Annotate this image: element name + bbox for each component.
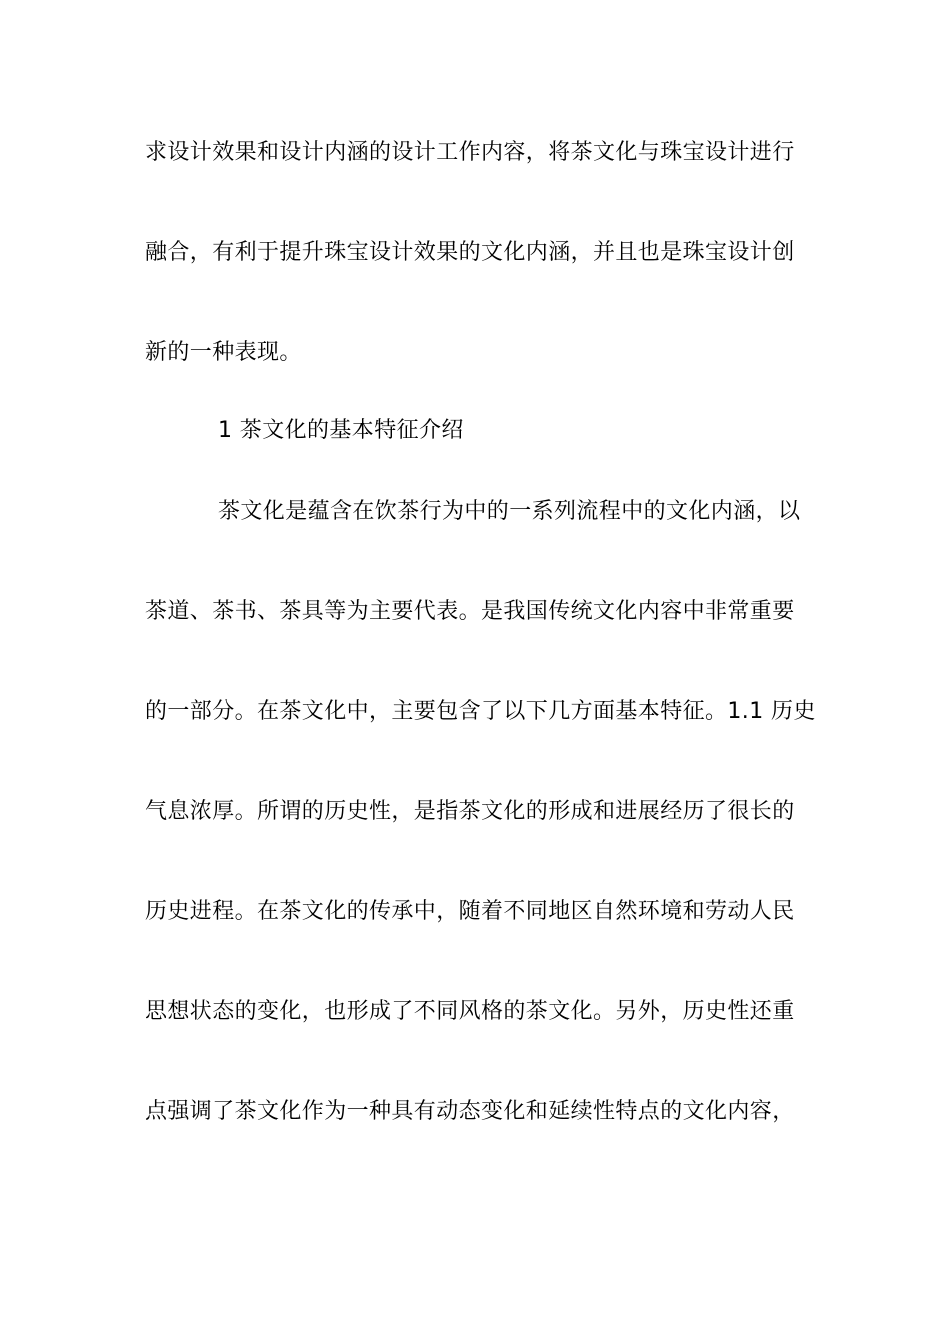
paragraph-body-line-4: 气息浓厚。所谓的历史性，是指茶文化的形成和进展经历了很长的 (145, 799, 795, 824)
paragraph-intro-line-3: 新的一种表现。 (145, 340, 302, 365)
section-heading: 1 茶文化的基本特征介绍 (218, 418, 464, 443)
paragraph-body-line-3: 的一部分。在茶文化中，主要包含了以下几方面基本特征。1.1 历史 (145, 699, 816, 724)
paragraph-body-line-6: 思想状态的变化，也形成了不同风格的茶文化。另外，历史性还重 (145, 999, 795, 1024)
paragraph-body-line-2: 茶道、茶书、茶具等为主要代表。是我国传统文化内容中非常重要 (145, 599, 795, 624)
paragraph-body-line-1: 茶文化是蕴含在饮茶行为中的一系列流程中的文化内涵，以 (218, 499, 801, 524)
paragraph-intro-line-2: 融合，有利于提升珠宝设计效果的文化内涵，并且也是珠宝设计创 (145, 240, 795, 265)
paragraph-body-line-7: 点强调了茶文化作为一种具有动态变化和延续性特点的文化内容， (145, 1099, 795, 1124)
paragraph-body-line-5: 历史进程。在茶文化的传承中，随着不同地区自然环境和劳动人民 (145, 899, 795, 924)
paragraph-intro-line-1: 求设计效果和设计内涵的设计工作内容，将茶文化与珠宝设计进行 (145, 140, 795, 165)
